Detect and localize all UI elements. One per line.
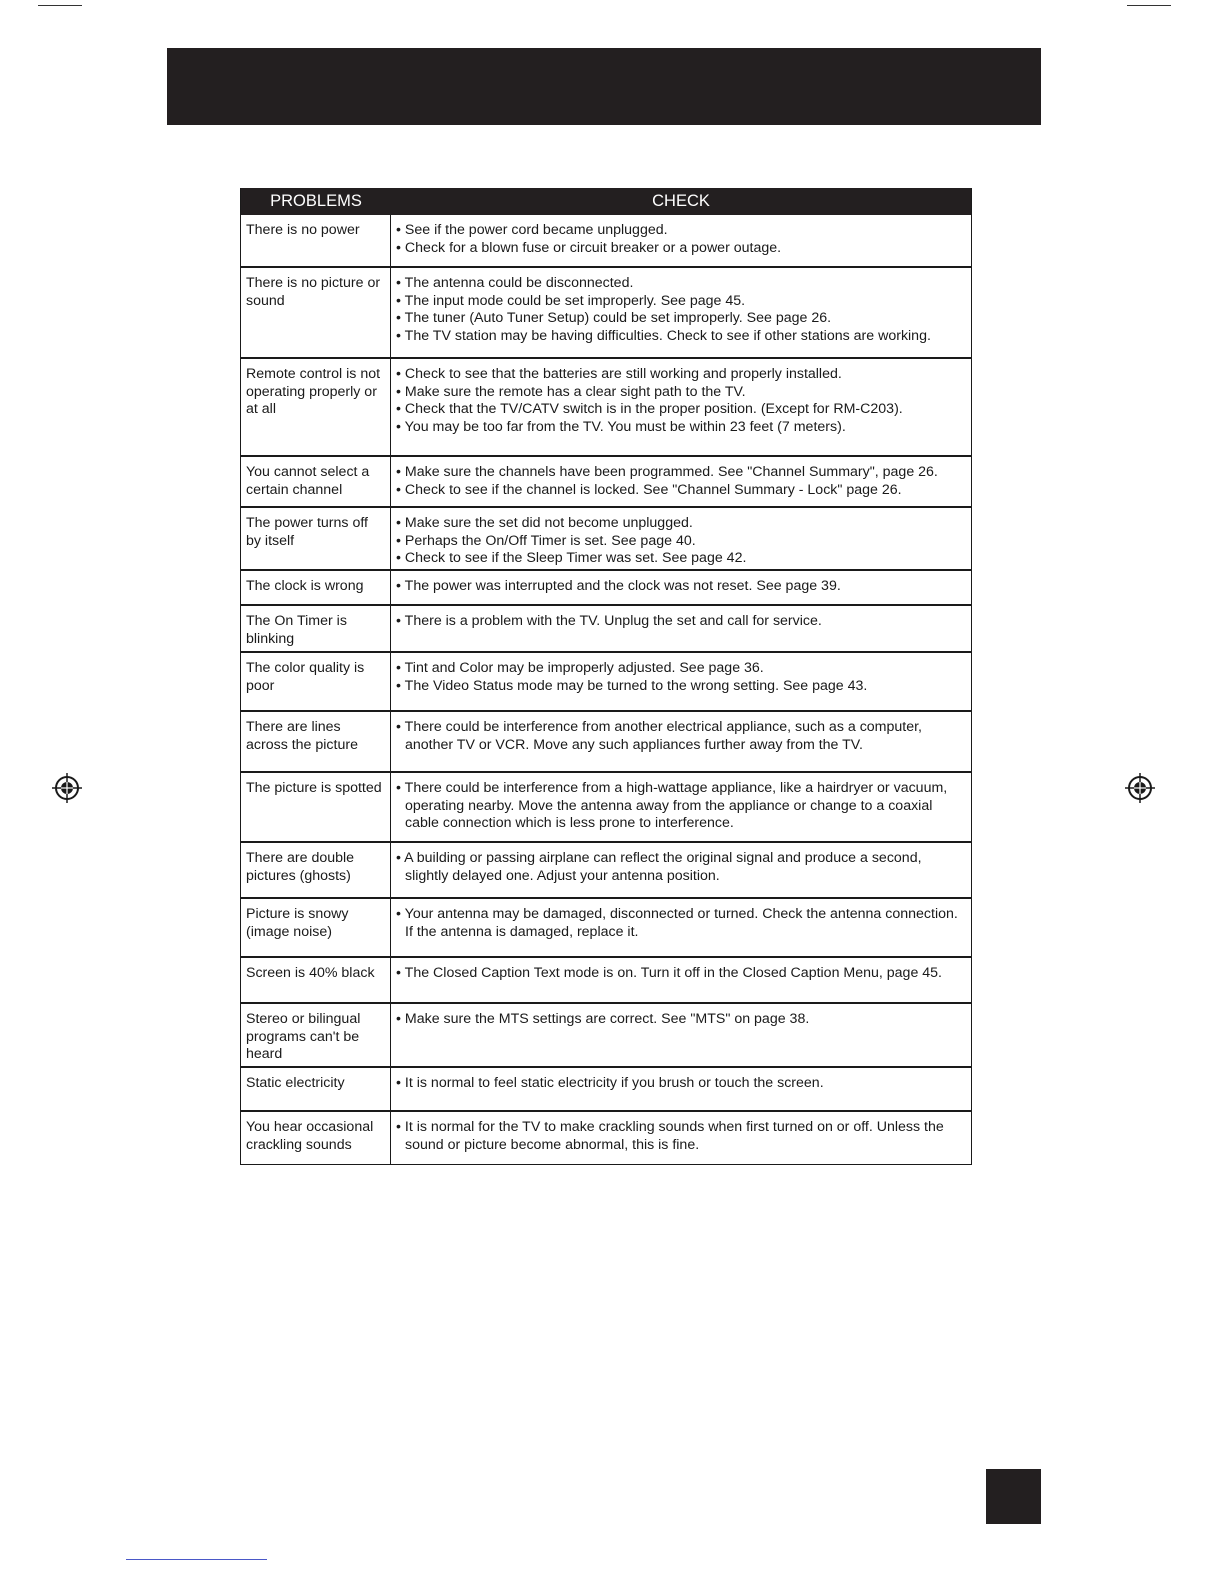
check-cell [391,843,971,897]
registration-mark-icon [1125,773,1155,803]
check-cell [391,606,971,651]
table-row [241,841,971,897]
check-item: • The Closed Caption Text mode is on. Turn it off in the Closed Caption Menu, page 45. [396,965,965,983]
page-number-box [986,1469,1041,1524]
crop-mark-top-right [1127,5,1171,6]
problem-cell: Screen is 40% black [241,958,391,1002]
check-cell [391,899,971,956]
problem-cell: Stereo or bilingual programs can't be heard [241,1004,391,1066]
header-problems: PROBLEMS [270,192,362,210]
problem-cell: There are lines across the picture [241,712,391,771]
problem-cell: There is no picture or sound [241,268,391,357]
check-cell [391,653,971,710]
problem-cell: The color quality is poor [241,653,391,710]
problem-cell: Picture is snowy (image noise) [241,899,391,956]
check-item: • Make sure the set did not become unplugged. [396,515,965,533]
problem-cell: The picture is spotted [241,773,391,841]
problem-cell: The On Timer is blinking [241,606,391,651]
problem-cell: Remote control is not operating properly or at all [241,359,391,455]
check-cell [391,215,971,266]
check-item: • There is a problem with the TV. Unplug the set and call for service. [396,613,965,631]
table-row [241,506,971,569]
table-body [241,215,971,1164]
registration-mark-icon [52,773,82,803]
check-item: • Make sure the remote has a clear sight path to the TV. [396,384,965,402]
table-row [241,710,971,771]
check-item: • See if the power cord became unplugged. [396,222,965,240]
check-item: • Perhaps the On/Off Timer is set. See page 40. [396,533,965,551]
check-item: • Make sure the MTS settings are correct. See "MTS" on page 38. [396,1011,965,1029]
bottom-rule [126,1559,267,1560]
check-item: • The TV station may be having difficulties. Check to see if other stations are working. [396,328,965,346]
table-row [241,266,971,357]
table-row [241,604,971,651]
check-item: • Your antenna may be damaged, disconnected or turned. Check the antenna connection. If the antenna is damaged, replace it. [396,906,965,941]
table-row [241,897,971,956]
check-item: • It is normal to feel static electricity if you brush or touch the screen. [396,1075,965,1093]
problem-cell: The power turns off by itself [241,508,391,569]
page-header-bar [167,48,1041,125]
check-cell [391,571,971,604]
check-item: • There could be interference from another electrical appliance, such as a computer, another TV or VCR. Move any such appliances further away from the TV. [396,719,965,754]
check-cell [391,1112,971,1164]
check-cell [391,773,971,841]
problem-cell: There is no power [241,215,391,266]
table-row [241,357,971,455]
troubleshooting-table [240,188,972,1165]
table-row [241,569,971,604]
check-item: • Check that the TV/CATV switch is in the proper position. (Except for RM-C203). [396,401,965,419]
table-header [241,188,971,215]
table-row [241,1002,971,1066]
check-item: • The power was interrupted and the clock was not reset. See page 39. [396,578,965,596]
check-item: • Check to see if the channel is locked. See "Channel Summary - Lock" page 26. [396,482,965,500]
check-cell [391,1068,971,1110]
check-item: • Tint and Color may be improperly adjusted. See page 36. [396,660,965,678]
check-item: • It is normal for the TV to make crackling sounds when first turned on or off. Unless the sound or picture become abnormal, this is fine. [396,1119,965,1154]
table-row [241,455,971,506]
check-cell [391,359,971,455]
check-item: • The antenna could be disconnected. [396,275,965,293]
check-item: • The tuner (Auto Tuner Setup) could be set improperly. See page 26. [396,310,965,328]
problem-cell: There are double pictures (ghosts) [241,843,391,897]
table-row [241,651,971,710]
table-row [241,1066,971,1110]
check-item: • A building or passing airplane can reflect the original signal and produce a second, slightly delayed one. Adjust your antenna position. [396,850,965,885]
table-row [241,1110,971,1164]
check-cell [391,958,971,1002]
check-item: • There could be interference from a high-wattage appliance, like a hairdryer or vacuum, operating nearby. Move the antenna away from the appliance or change to a coaxial cable connection which is less prone to interference. [396,780,965,833]
check-item: • The Video Status mode may be turned to the wrong setting. See page 43. [396,678,965,696]
check-item: • Make sure the channels have been programmed. See "Channel Summary", page 26. [396,464,965,482]
check-item: • Check to see that the batteries are still working and properly installed. [396,366,965,384]
check-item: • Check to see if the Sleep Timer was set. See page 42. [396,550,965,568]
problem-cell: You cannot select a certain channel [241,457,391,506]
header-check: CHECK [652,192,710,210]
check-cell [391,457,971,506]
check-cell [391,712,971,771]
table-row [241,956,971,1002]
problem-cell: The clock is wrong [241,571,391,604]
table-row [241,771,971,841]
check-item: • You may be too far from the TV. You must be within 23 feet (7 meters). [396,419,965,437]
crop-mark-top-left [38,5,82,6]
check-cell [391,508,971,569]
problem-cell: Static electricity [241,1068,391,1110]
check-item: • The input mode could be set improperly. See page 45. [396,293,965,311]
problem-cell: You hear occasional crackling sounds [241,1112,391,1164]
table-row [241,215,971,266]
check-cell [391,1004,971,1066]
check-item: • Check for a blown fuse or circuit breaker or a power outage. [396,240,965,258]
check-cell [391,268,971,357]
